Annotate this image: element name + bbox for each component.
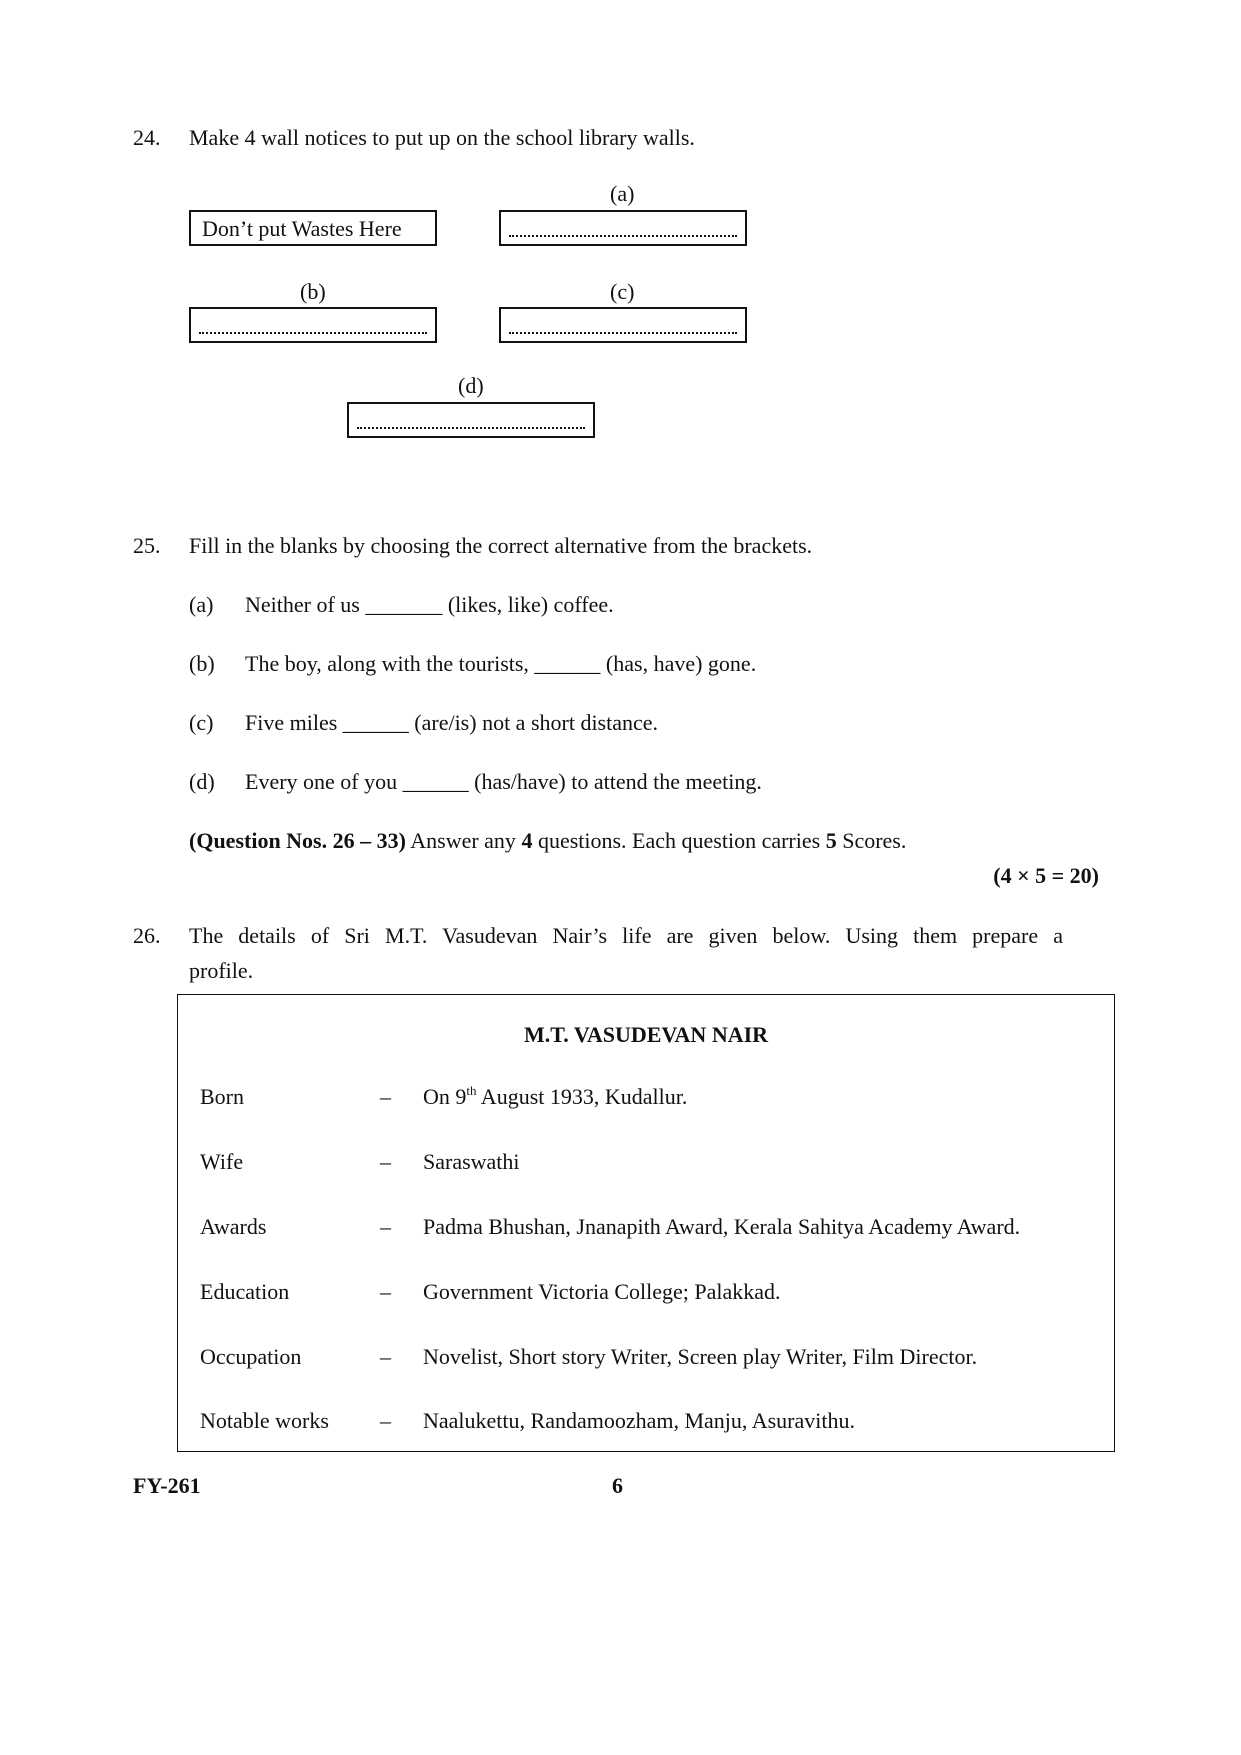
notice-box-d xyxy=(347,402,595,438)
instruction-part3: Scores. xyxy=(836,828,907,853)
instruction-scores: 5 xyxy=(825,828,837,853)
profile-dash: – xyxy=(380,1408,391,1433)
profile-key-wife: Wife xyxy=(200,1149,244,1174)
notice-label-c: (c) xyxy=(610,279,635,304)
profile-row-wife xyxy=(178,1148,1114,1178)
notice-d-blank xyxy=(357,427,585,429)
q25-item-c-label: (c) xyxy=(189,710,214,735)
profile-value-wife: Saraswathi xyxy=(423,1149,520,1174)
notice-c-blank xyxy=(509,332,737,334)
q25-item-a-text: Neither of us _______ (likes, like) coffee. xyxy=(245,592,614,617)
profile-row-occupation xyxy=(178,1343,1114,1373)
notice-a-blank xyxy=(509,235,737,237)
profile-row-born xyxy=(178,1083,1114,1113)
profile-title: M.T. VASUDEVAN NAIR xyxy=(523,1022,769,1047)
profile-key-education: Education xyxy=(200,1279,290,1304)
profile-dash: – xyxy=(380,1214,391,1239)
question-26-number: 26. xyxy=(133,923,161,948)
profile-key-occupation: Occupation xyxy=(200,1344,302,1369)
example-notice-text: Don’t put Wastes Here xyxy=(202,216,402,241)
profile-row-education xyxy=(178,1278,1114,1308)
notice-b-blank xyxy=(199,332,427,334)
born-date-prefix: On 9 xyxy=(423,1084,467,1109)
profile-key-born: Born xyxy=(200,1084,244,1109)
question-25-text: Fill in the blanks by choosing the correct alternative from the brackets. xyxy=(189,533,813,558)
page-number: 6 xyxy=(612,1473,623,1498)
notice-label-d: (d) xyxy=(458,373,484,398)
profile-key-awards: Awards xyxy=(200,1214,267,1239)
profile-dash: – xyxy=(380,1084,391,1109)
instruction-count: 4 xyxy=(521,828,533,853)
profile-dash: – xyxy=(380,1149,391,1174)
notice-label-a: (a) xyxy=(610,181,635,206)
profile-value-awards: Padma Bhushan, Jnanapith Award, Kerala Sahitya Academy Award. xyxy=(423,1214,1021,1239)
notice-label-b: (b) xyxy=(300,279,326,304)
notice-box-c xyxy=(499,307,747,343)
notice-box-a xyxy=(499,210,747,246)
instruction-part2: questions. Each question carries xyxy=(532,828,826,853)
profile-row-awards xyxy=(178,1213,1114,1243)
instruction-range: (Question Nos. 26 – 33) xyxy=(189,828,406,853)
born-date-rest: August 1933, Kudallur. xyxy=(476,1084,688,1109)
question-24-text: Make 4 wall notices to put up on the school library walls. xyxy=(189,125,695,150)
score-total: (4 × 5 = 20) xyxy=(993,863,1099,888)
question-26-text-line2: profile. xyxy=(189,958,254,983)
notice-box-b xyxy=(189,307,437,343)
instruction-part1: Answer any xyxy=(405,828,522,853)
section-instruction xyxy=(189,827,906,855)
profile-value-notable-works: Naalukettu, Randamoozham, Manju, Asuravithu. xyxy=(423,1408,855,1433)
born-date-suffix: th xyxy=(466,1083,477,1098)
profile-value-education: Government Victoria College; Palakkad. xyxy=(423,1279,781,1304)
profile-key-notable-works: Notable works xyxy=(200,1408,329,1433)
question-26-text-line1: The details of Sri M.T. Vasudevan Nair’s life are given below. Using them prepare a xyxy=(189,923,1063,948)
paper-code: FY-261 xyxy=(133,1473,201,1498)
example-notice-box xyxy=(189,210,437,246)
question-24-number: 24. xyxy=(133,125,161,150)
profile-value-occupation: Novelist, Short story Writer, Screen play Writer, Film Director. xyxy=(423,1344,978,1369)
q25-item-c-text: Five miles ______ (are/is) not a short distance. xyxy=(245,710,659,735)
profile-row-notable-works xyxy=(178,1407,1114,1437)
profile-box xyxy=(177,994,1115,1452)
q25-item-d-label: (d) xyxy=(189,769,215,794)
q25-item-b-label: (b) xyxy=(189,651,215,676)
profile-dash: – xyxy=(380,1279,391,1304)
q25-item-b-text: The boy, along with the tourists, ______ (has, have) gone. xyxy=(245,651,757,676)
profile-dash: – xyxy=(380,1344,391,1369)
profile-value-born xyxy=(423,1083,687,1111)
q25-item-d-text: Every one of you ______ (has/have) to attend the meeting. xyxy=(245,769,762,794)
q25-item-a-label: (a) xyxy=(189,592,214,617)
question-25-number: 25. xyxy=(133,533,161,558)
